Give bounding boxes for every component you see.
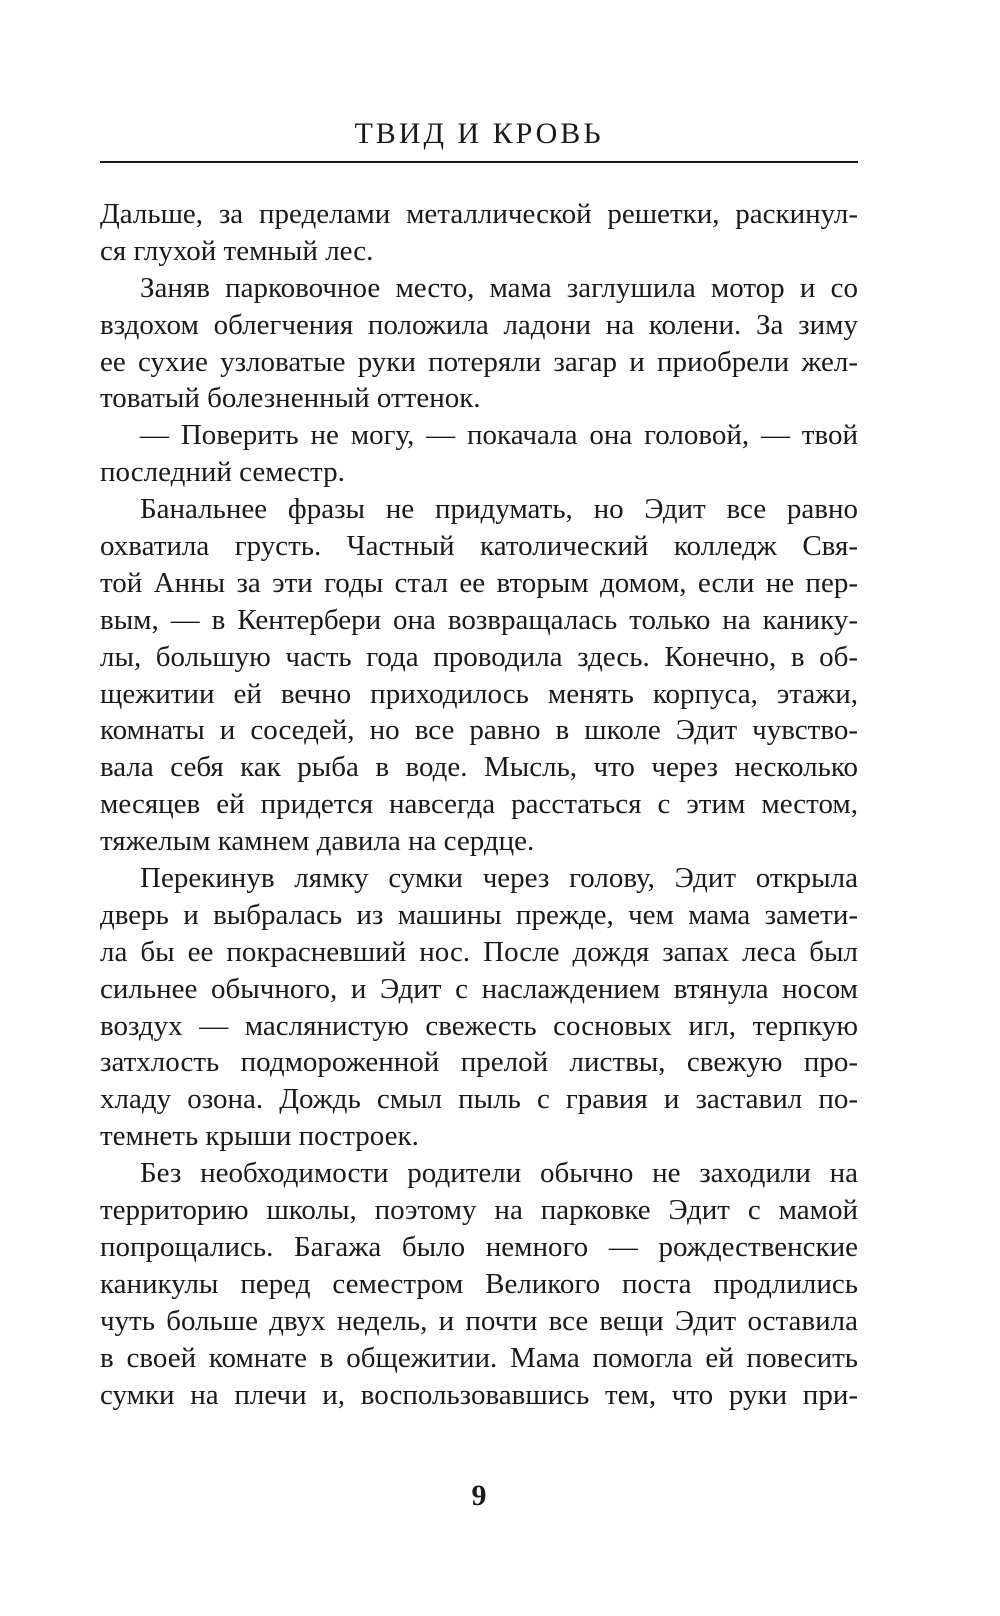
text-line: чуть больше двух недель, и почти все вещи Эдит оставила xyxy=(100,1304,858,1337)
text-line: попрощались. Багажа было немного — рождественские xyxy=(100,1230,858,1263)
text-line: затхлость подмороженной прелой листвы, свежую про- xyxy=(100,1046,858,1079)
text-line: дверь и выбралась из машины прежде, чем мама замети- xyxy=(100,898,858,931)
text-line: вым, — в Кентербери она возвращалась только на канику- xyxy=(100,603,858,636)
text-line: лы, большую часть года проводила здесь. Конечно, в об- xyxy=(100,640,858,673)
text-line: щежитии ей вечно приходилось менять корпуса, этажи, xyxy=(100,677,858,710)
text-line: Заняв парковочное место, мама заглушила мотор и со xyxy=(140,271,858,304)
text-line: товатый болезненный оттенок. xyxy=(100,382,481,415)
text-line: темнеть крыши построек. xyxy=(100,1120,419,1153)
text-line: последний семестр. xyxy=(100,456,345,489)
text-line: в своей комнате в общежитии. Мама помогла ей повесить xyxy=(100,1341,858,1374)
text-line: сумки на плечи и, воспользовавшись тем, что руки при- xyxy=(100,1378,858,1411)
text-line: тяжелым камнем давила на сердце. xyxy=(100,825,535,858)
text-line: комнаты и соседей, но все равно в школе Эдит чувство- xyxy=(100,714,858,747)
header-divider xyxy=(100,161,858,163)
text-line: месяцев ей придется навсегда расстаться с этим местом, xyxy=(100,788,858,821)
text-line: той Анны за эти годы стал ее вторым домом, если не пер- xyxy=(100,566,858,599)
text-line: ее сухие узловатые руки потеряли загар и приобрели жел- xyxy=(100,345,858,378)
text-line: сильнее обычного, и Эдит с наслаждением втянула носом xyxy=(100,972,858,1005)
page-number: 9 xyxy=(471,1479,487,1512)
text-line: территорию школы, поэтому на парковке Эдит с мамой xyxy=(100,1194,858,1227)
text-line: воздух — маслянистую свежесть сосновых игл, терпкую xyxy=(100,1009,858,1042)
text-line: охватила грусть. Частный католический колледж Свя- xyxy=(100,530,858,563)
text-line: Без необходимости родители обычно не заходили на xyxy=(140,1157,858,1190)
text-line: вздохом облегчения положила ладони на колени. За зиму xyxy=(100,308,858,341)
text-line: Банальнее фразы не придумать, но Эдит все равно xyxy=(140,493,858,526)
text-line: — Поверить не могу, — покачала она головой, — твой xyxy=(140,419,858,452)
text-line: каникулы перед семестром Великого поста продлились xyxy=(100,1267,858,1300)
text-line: ся глухой темный лес. xyxy=(100,234,374,267)
running-header-title: ТВИД И КРОВЬ xyxy=(354,117,604,150)
text-line: вала себя как рыба в воде. Мысль, что через несколько xyxy=(100,751,858,784)
text-line: Перекинув лямку сумки через голову, Эдит открыла xyxy=(140,862,858,895)
text-line: ла бы ее покрасневший нос. После дождя запах леса был xyxy=(100,935,858,968)
body-text xyxy=(100,196,858,1413)
text-line: хладу озона. Дождь смыл пыль с гравия и заставил по- xyxy=(100,1083,858,1116)
text-line: Дальше, за пределами металлической решетки, раскинул- xyxy=(100,198,858,230)
